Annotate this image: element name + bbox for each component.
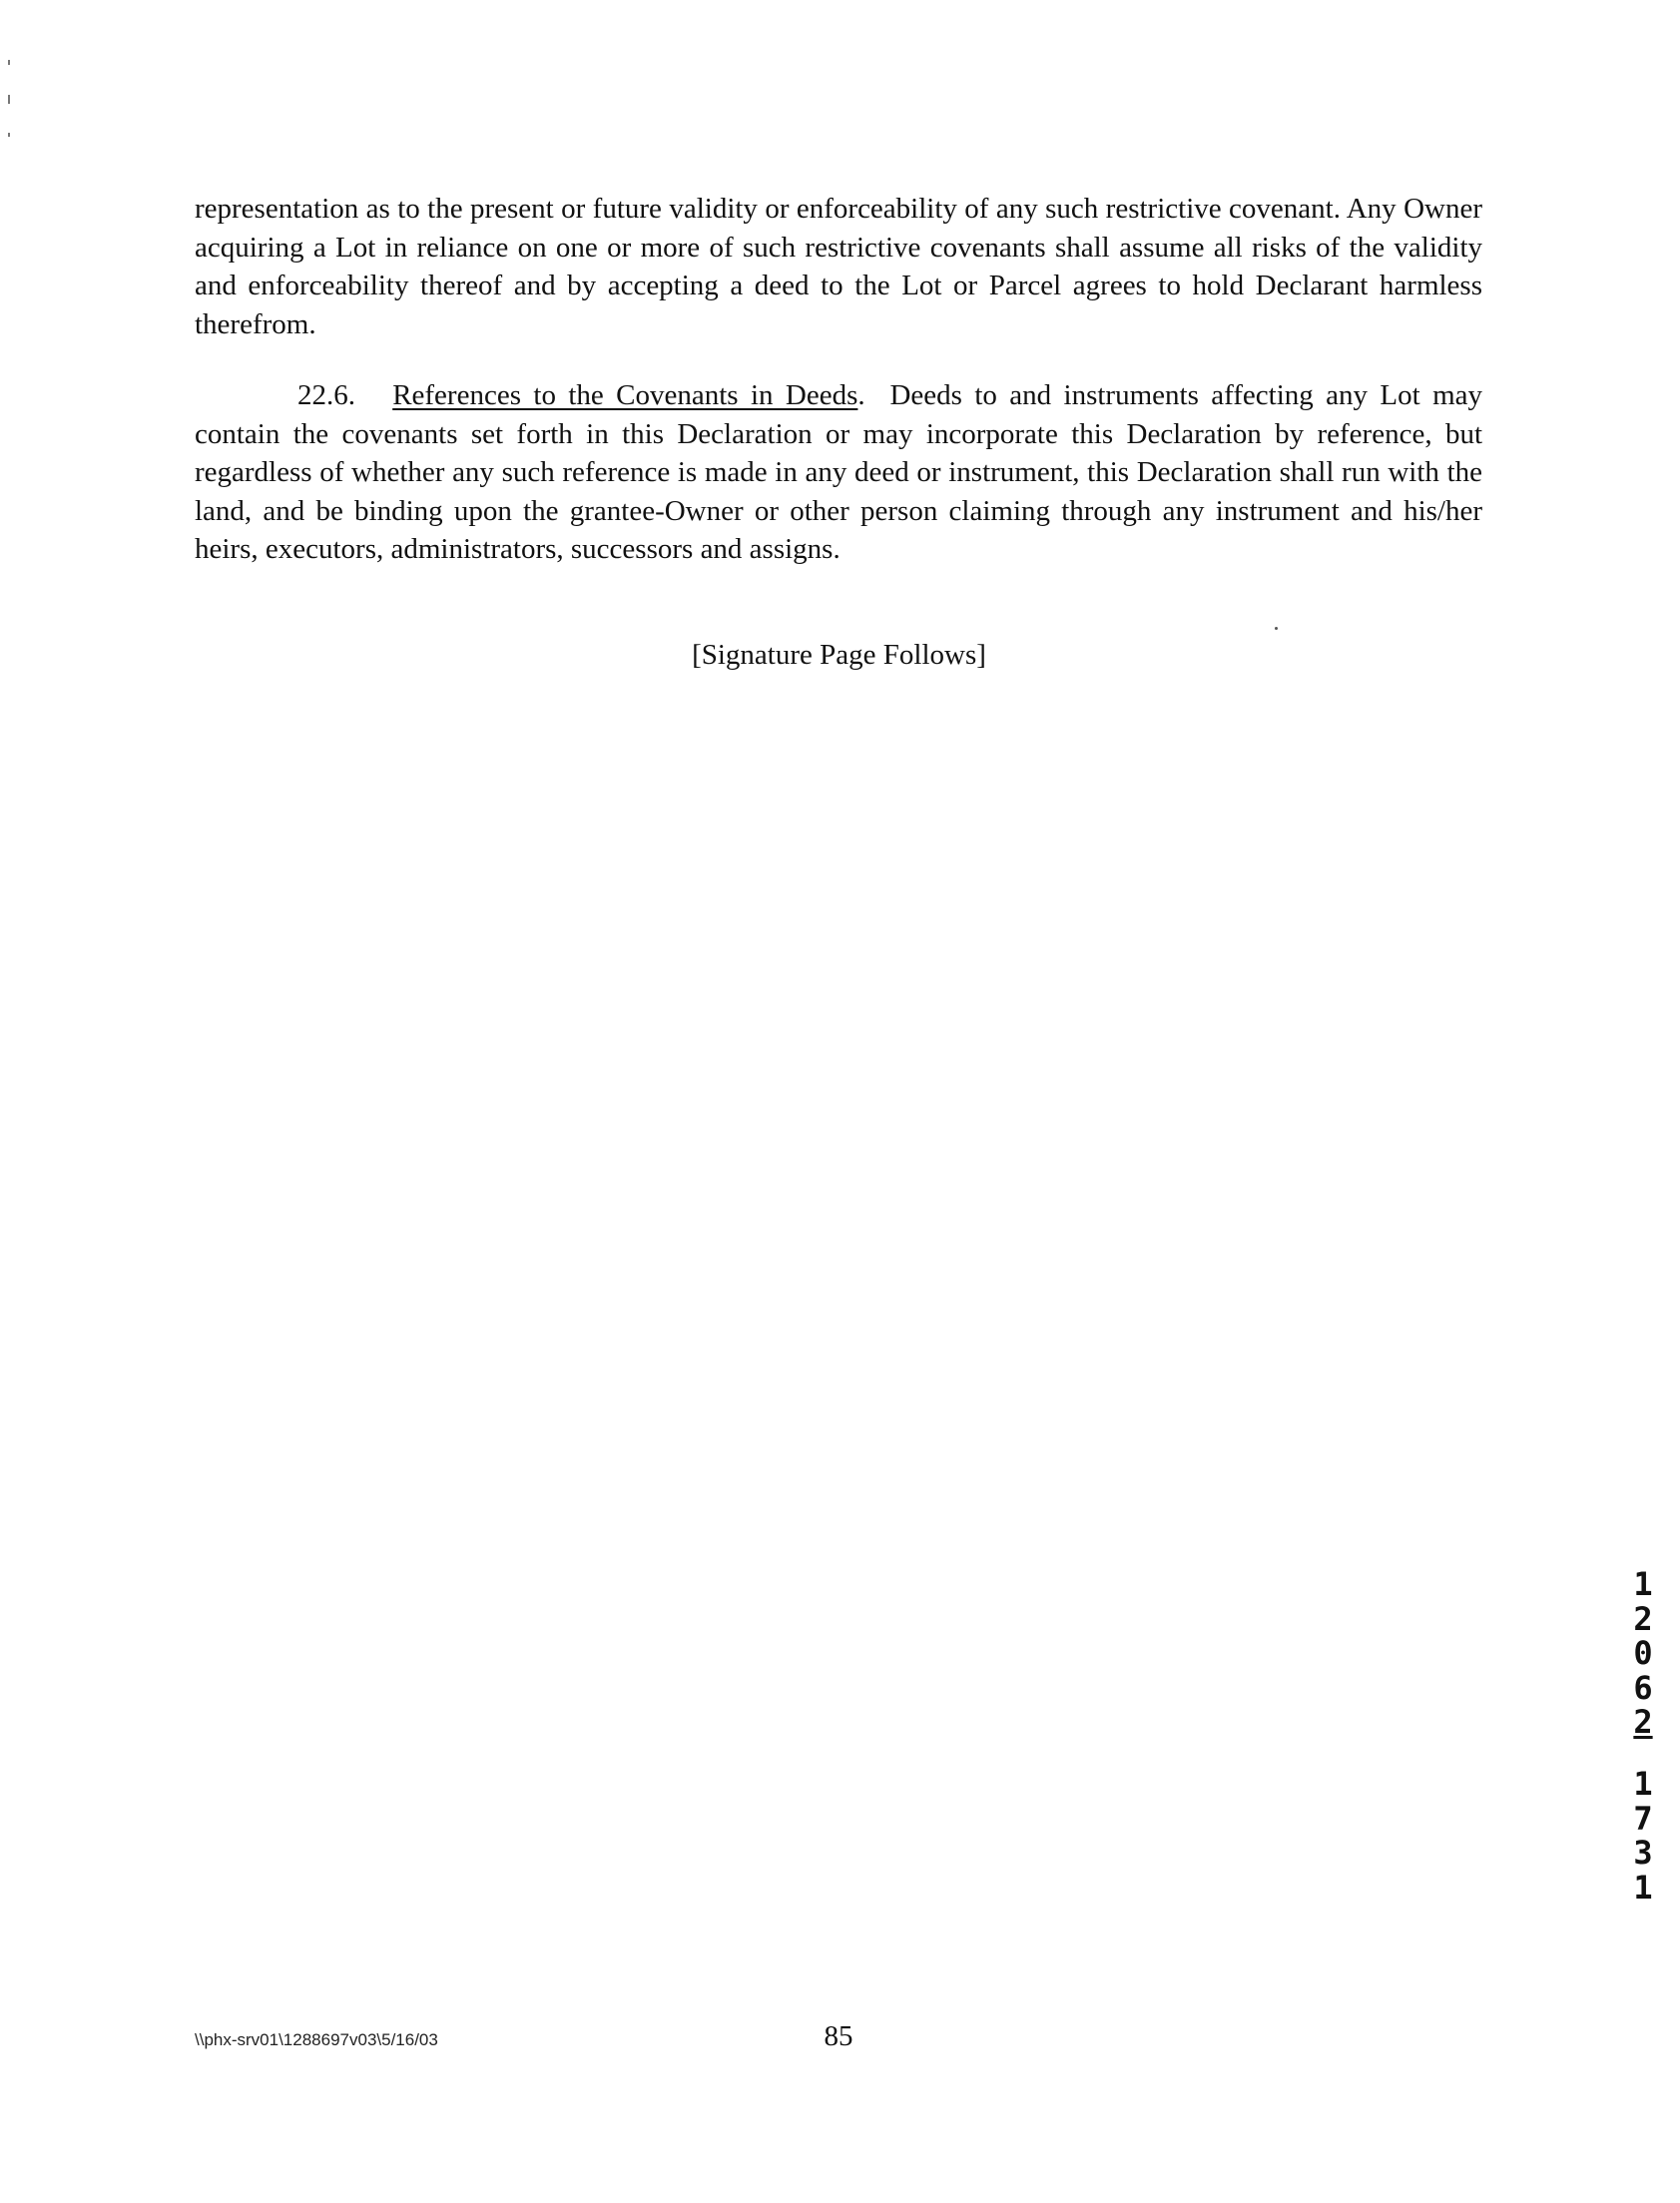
recording-stamp-top — [1623, 1567, 1663, 1740]
section-title: References to the Covenants in Deeds — [392, 379, 858, 411]
stamp-digit: 1 — [1633, 1765, 1653, 1803]
paragraph-continuation: representation as to the present or future validity or enforceability of any such restrictive covenant. Any Owner acquiring a Lot in reliance on one or more of such restrictive covenants shall assume all risks of the validity and enforceability thereof and by accepting a deed to the Lot or Parcel agrees to hold Declarant harmless therefrom. — [195, 193, 1482, 340]
section-body: Deeds to and instruments affecting any Lot may contain the covenants set forth in this Declaration or may incorporate this Declaration by reference, but regardless of whether any such reference is made in any deed or instrument, this Declaration shall run with the land, and be binding upon the grantee-Owner or other person claiming through any instrument and his/her heirs, executors, administrators, successors and assigns. — [195, 379, 1483, 565]
scan-mark — [8, 133, 10, 137]
stamp-digit: 7 — [1633, 1799, 1653, 1838]
stamp-digit: 3 — [1633, 1834, 1653, 1872]
section-title-period: . — [857, 379, 865, 411]
recording-stamp-bottom — [1623, 1767, 1663, 1905]
stamp-digit: 0 — [1633, 1634, 1653, 1672]
scan-speck — [1275, 627, 1278, 630]
section-22-6-paragraph — [195, 376, 1482, 569]
stamp-digit: 2 — [1633, 1599, 1653, 1638]
signature-page-note-text: [Signature Page Follows] — [692, 639, 986, 671]
footer-document-path: \\phx-srv01\1288697v03\5/16/03 — [195, 2030, 438, 2049]
scan-mark — [8, 95, 10, 104]
stamp-digit: 6 — [1633, 1668, 1653, 1707]
signature-page-note — [0, 639, 1680, 672]
page-number: 85 — [824, 2020, 853, 2052]
stamp-digit: 1 — [1633, 1565, 1653, 1603]
stamp-digit: 2 — [1633, 1703, 1653, 1741]
scan-mark — [8, 60, 10, 65]
section-number: 22.6. — [297, 379, 355, 411]
stamp-digit: 1 — [1633, 1868, 1653, 1907]
